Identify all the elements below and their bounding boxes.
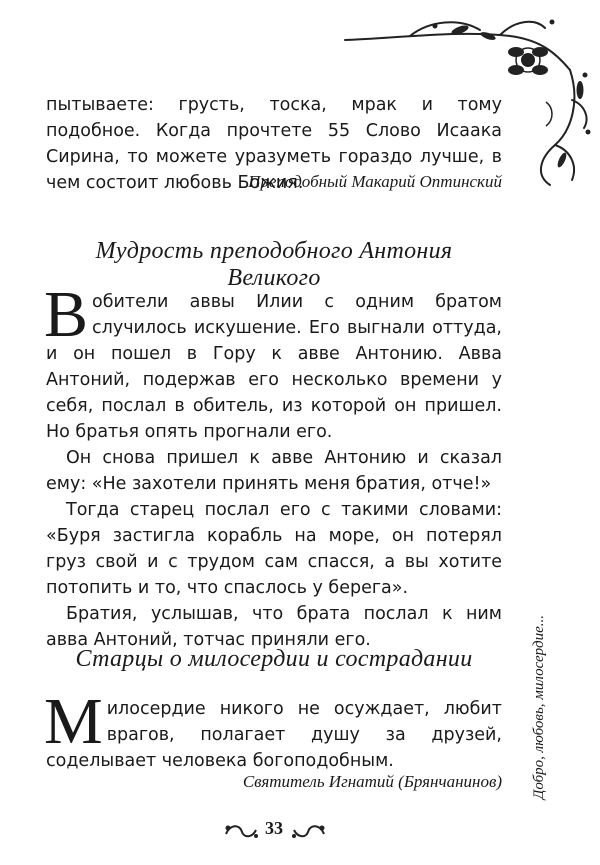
section-antony-body [44, 278, 502, 653]
section-mercy-first-paragraph [44, 685, 502, 774]
top-attribution: Преподобный Макарий Оптинский [248, 172, 502, 191]
section-title-antony: Мудрость преподобного Антония Великого [95, 238, 453, 291]
paragraph: Он снова пришел к авве Антонию и сказал ему: «Не захотели принять меня братия, отче!» [46, 448, 502, 494]
page-number: 33 [265, 818, 283, 838]
section-antony-first-paragraph [44, 278, 502, 445]
page-footer [0, 818, 600, 848]
dropcap-letter: М [44, 685, 103, 758]
mercy-attribution: Святитель Игнатий (Брянчанинов) [242, 772, 502, 791]
paragraph: Тогда старец послал его с такими словами: «Буря застигла корабль на море, он потерял груз свой и с трудом сам спасся, а вы хотите потопить и то, что спаслось у берега». [46, 500, 502, 598]
section-mercy-body [44, 685, 502, 774]
dropcap-letter: В [44, 278, 89, 351]
swirl-ornament-icon [288, 820, 328, 842]
running-side-label: Добро, любовь, милосердие... [531, 615, 547, 800]
first-paragraph-text: обители аввы Илии с одним братом случилось искушение. Его выгнали оттуда, и он пошел в Гору к авве Антонию. Авва Антоний, подержав его несколько времени у себя, послал в обитель, из которой он пришел. Но братья опять прогнали его. [46, 292, 502, 442]
mercy-paragraph-text: илосердие никого не осуждает, любит врагов, полагает душу за друзей, соделывает человека богоподобным. [46, 699, 502, 771]
section-title-mercy: Старцы о милосердии и сострадании [75, 646, 473, 672]
top-excerpt-paragraph: пытываете: грусть, тоска, мрак и тому подобное. Когда прочтете 55 Слово Исаака Сирина, то можете уразуметь гораздо лучше, в чем состоит любовь Божия. [46, 95, 502, 193]
paragraph: Братия, услышав, что брата послал к ним авва Антоний, тотчас приняли его. [46, 604, 502, 650]
